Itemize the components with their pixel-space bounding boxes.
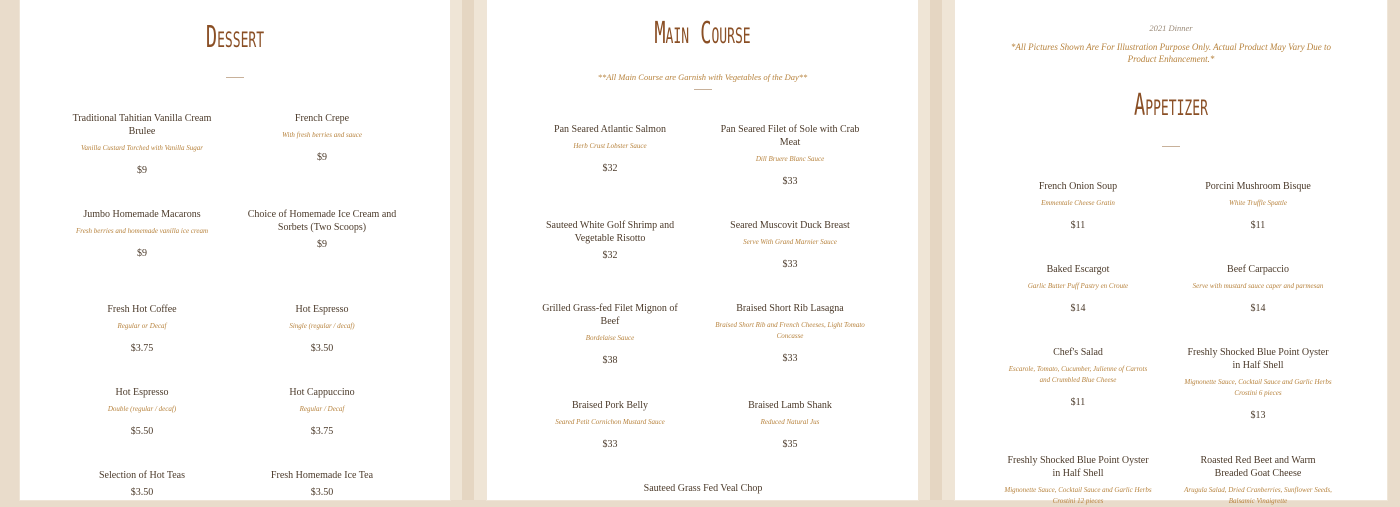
menu-item xyxy=(715,123,865,187)
item-description: White Truffle Spattle xyxy=(1229,199,1287,207)
item-description: Single (regular / decaf) xyxy=(289,322,355,330)
item-name: Chef's Salad xyxy=(1053,347,1103,358)
appetizer-title: Appetizer xyxy=(1134,88,1208,123)
item-name: French Onion Soup xyxy=(1038,181,1118,192)
menu-item xyxy=(247,469,397,498)
item-name: Hot Cappuccino xyxy=(289,387,355,398)
item-description: Garlic Butter Puff Pastry en Croute xyxy=(1027,282,1129,290)
item-name: Porcini Mushroom Bisque xyxy=(1205,181,1311,192)
dessert-title: Dessert xyxy=(205,20,265,55)
menu-item xyxy=(1003,346,1153,408)
item-name: Roasted Red Beet and Warm Breaded Goat Cheese xyxy=(1200,455,1316,479)
item-name: Beef Carpaccio xyxy=(1227,264,1289,275)
item-name: Selection of Hot Teas xyxy=(98,470,186,481)
menu-item xyxy=(67,303,217,354)
item-price: $9 xyxy=(137,248,147,259)
item-name: Choice of Homemade Ice Cream and Sorbets (Two Scoops) xyxy=(247,209,397,233)
item-name: Pan Seared Atlantic Salmon xyxy=(554,124,666,135)
item-name: Fresh Homemade Ice Tea xyxy=(270,470,374,481)
item-description: Mignonette Sauce, Cocktail Sauce and Garlic Herbs Crostini 12 pieces xyxy=(1004,486,1152,505)
item-name: Seared Muscovit Duck Breast xyxy=(730,220,850,231)
dessert-divider xyxy=(226,77,244,78)
item-description: Fresh berries and homemade vanilla ice cream xyxy=(75,227,209,235)
item-price: $9 xyxy=(317,239,327,250)
menu-item xyxy=(628,482,778,495)
item-price: $11 xyxy=(1070,397,1086,408)
item-description: Escarole, Tomato, Cucumber, Julienne of Carrots and Crumbled Blue Cheese xyxy=(1008,365,1148,384)
menu-item xyxy=(535,219,685,261)
item-name: Braised Pork Belly xyxy=(571,400,649,411)
item-name: Jumbo Homemade Macarons xyxy=(83,209,201,220)
item-price: $5.50 xyxy=(130,426,154,437)
item-price: $3.75 xyxy=(130,343,154,354)
item-description: Double (regular / decaf) xyxy=(107,405,177,413)
item-description: Dill Bruere Blanc Sauce xyxy=(755,155,825,163)
menu-item xyxy=(535,399,685,450)
item-price: $33 xyxy=(782,176,798,187)
item-name: Traditional Tahitian Vanilla Cream Brulee xyxy=(72,113,212,137)
item-price: $13 xyxy=(1250,410,1266,421)
item-price: $33 xyxy=(602,439,618,450)
menu-item xyxy=(67,469,217,498)
item-price: $3.75 xyxy=(310,426,334,437)
main-course-note: **All Main Course are Garnish with Vegetables of the Day** xyxy=(597,72,808,82)
item-price: $33 xyxy=(782,353,798,364)
menu-item xyxy=(1183,263,1333,314)
item-description: Bordelaise Sauce xyxy=(585,334,635,342)
item-price: $33 xyxy=(782,259,798,270)
item-price: $9 xyxy=(137,165,147,176)
item-name: Fresh Hot Coffee xyxy=(107,304,177,315)
item-price: $14 xyxy=(1070,303,1086,314)
item-name: French Crepe xyxy=(294,113,350,124)
item-name: Hot Espresso xyxy=(295,304,349,315)
item-description: With fresh berries and sauce xyxy=(282,131,362,139)
item-description: Regular / Decaf xyxy=(299,405,345,413)
disclaimer: *All Pictures Shown Are For Illustration Purpose Only. Actual Product May Vary Due to Product Enhancement.* xyxy=(1010,42,1332,64)
menu-item xyxy=(67,208,217,259)
menu-item xyxy=(535,302,685,366)
item-description: Vanilla Custard Torched with Vanilla Sugar xyxy=(81,144,203,152)
item-name: Braised Lamb Shank xyxy=(748,400,832,411)
item-description: Reduced Natural Jus xyxy=(760,418,820,426)
item-description: Serve With Grand Marnier Sauce xyxy=(743,238,837,246)
item-price: $14 xyxy=(1250,303,1266,314)
item-name: Sauteed White Golf Shrimp and Vegetable Risotto xyxy=(545,220,675,244)
item-description: Emmentale Cheese Gratin xyxy=(1041,199,1115,207)
menu-item xyxy=(67,112,217,176)
item-price: $11 xyxy=(1250,220,1266,231)
menu-item xyxy=(535,123,685,174)
item-description: Arugula Salad, Dried Cranberries, Sunflower Seeds, Balsamic Vinaigrette xyxy=(1184,486,1332,505)
menu-item xyxy=(67,386,217,437)
main-course-title: Main Course xyxy=(654,16,751,51)
item-price: $3.50 xyxy=(310,343,334,354)
item-price: $32 xyxy=(602,163,618,174)
menu-item xyxy=(1183,180,1333,231)
item-description: Seared Petit Cornichon Mustard Sauce xyxy=(555,418,665,426)
item-name: Grilled Grass-fed Filet Mignon of Beef xyxy=(542,303,678,327)
item-description: Regular or Decaf xyxy=(117,322,167,330)
menu-item xyxy=(715,302,865,364)
item-description: Braised Short Rib and French Cheeses, Light Tomato Concasse xyxy=(715,321,865,340)
menu-item xyxy=(247,386,397,437)
item-price: $9 xyxy=(317,152,327,163)
item-name: Freshly Shocked Blue Point Oyster in Half Shell xyxy=(1007,455,1149,479)
item-name: Sauteed Grass Fed Veal Chop xyxy=(643,483,763,494)
item-description: Mignonette Sauce, Cocktail Sauce and Garlic Herbs Crostini 6 pieces xyxy=(1184,378,1332,397)
main-course-panel xyxy=(487,0,918,500)
item-price: $3.50 xyxy=(310,487,334,498)
appetizer-divider xyxy=(1162,146,1180,147)
item-description: Serve with mustard sauce caper and parmesan xyxy=(1192,282,1324,290)
menu-item xyxy=(1183,454,1333,507)
item-price: $32 xyxy=(602,250,618,261)
menu-item xyxy=(247,208,397,250)
item-name: Braised Short Rib Lasagna xyxy=(736,303,844,314)
menu-item xyxy=(1003,263,1153,314)
menu-item xyxy=(247,112,397,163)
menu-item xyxy=(1183,346,1333,421)
item-price: $38 xyxy=(602,355,618,366)
item-name: Freshly Shocked Blue Point Oyster in Half Shell xyxy=(1187,347,1329,371)
item-price: $35 xyxy=(782,439,798,450)
menu-item xyxy=(715,219,865,270)
dessert-panel xyxy=(20,0,450,500)
menu-item xyxy=(715,399,865,450)
item-name: Hot Espresso xyxy=(115,387,169,398)
item-price: $11 xyxy=(1070,220,1086,231)
menu-item xyxy=(247,303,397,354)
appetizer-panel xyxy=(955,0,1387,505)
main-divider xyxy=(694,89,712,90)
menu-year: 2021 Dinner xyxy=(1149,23,1193,33)
menu-item xyxy=(1003,180,1153,231)
menu-item xyxy=(1003,454,1153,507)
item-name: Baked Escargot xyxy=(1046,264,1110,275)
item-price: $3.50 xyxy=(130,487,154,498)
item-description: Herb Crust Lobster Sauce xyxy=(573,142,647,150)
item-name: Pan Seared Filet of Sole with Crab Meat xyxy=(720,124,860,148)
